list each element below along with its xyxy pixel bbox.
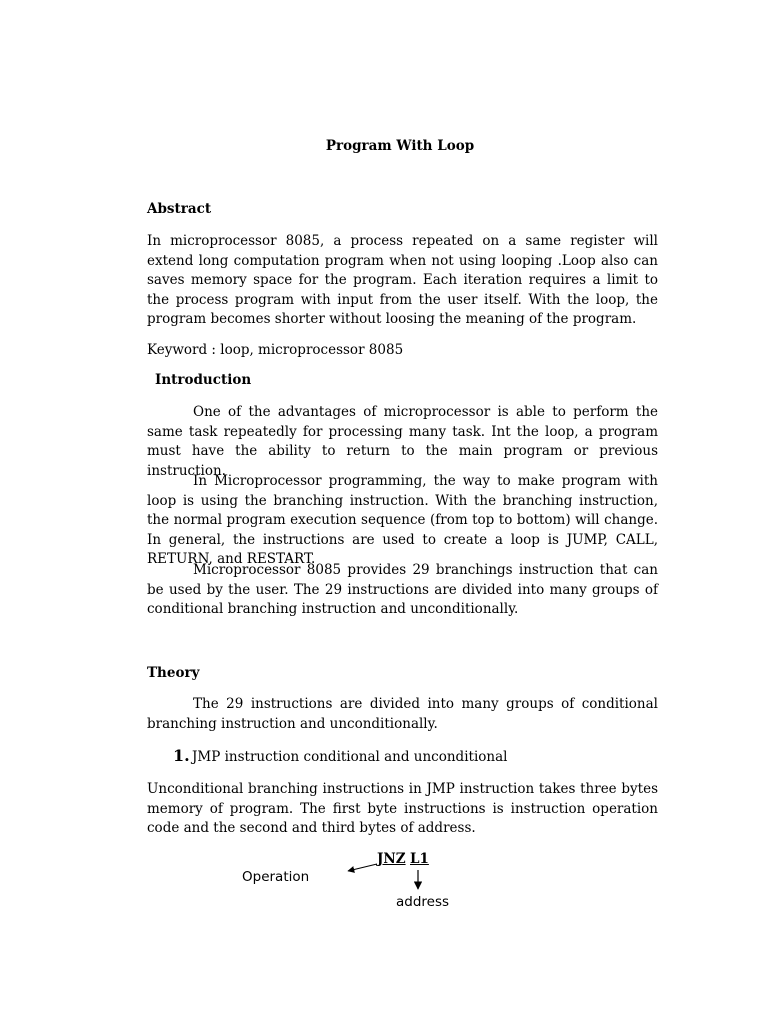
introduction-paragraph-2: In Microprocessor programming, the way to make program with loop is using the branching instruction. With the branching instruction, the normal program execution sequence (from top to bottom) will change. In general, the instructions are used to create a loop is JUMP, CALL, RETURN, and RESTART.: [147, 473, 658, 568]
abstract-heading: Abstract: [147, 201, 212, 217]
address-label: address: [396, 894, 450, 910]
opcode-token: JNZ: [377, 851, 406, 867]
introduction-paragraph-1: One of the advantages of microprocessor is able to perform the same task repeatedly for processing many task. Int the loop, a program must have the ability to return to the main program or previous instruction.: [147, 404, 658, 479]
theory-heading: Theory: [147, 665, 200, 681]
list-item-number: 1.: [173, 746, 190, 765]
theory-paragraph-2: Unconditional branching instructions in JMP instruction takes three bytes memory of program. The first byte instructions is instruction operation code and the second and third bytes of address.: [147, 781, 658, 837]
theory-paragraph: The 29 instructions are divided into many groups of conditional branching instruction and unconditionally.: [147, 696, 658, 732]
operand-token: L1: [410, 851, 429, 867]
operation-label: Operation: [242, 869, 310, 885]
introduction-heading: Introduction: [155, 372, 252, 388]
document-title: Program With Loop: [325, 138, 475, 154]
keyword-line: Keyword : loop, microprocessor 8085: [147, 342, 404, 358]
abstract-body: In microprocessor 8085, a process repeated on a same register will extend long computation program when not using looping .Loop also can saves memory space for the program. Each iteration requires a limit to the process program with input from the user itself. With the loop, the program becomes shorter without loosing the meaning of the program.: [147, 233, 658, 328]
list-item-text: JMP instruction conditional and unconditional: [192, 749, 508, 765]
arrow-to-operation-icon: [348, 864, 377, 871]
introduction-paragraph-3: Microprocessor 8085 provides 29 branchings instruction that can be used by the user. The 29 instructions are divided into many groups of conditional branching instruction and unconditionally.: [147, 562, 658, 618]
